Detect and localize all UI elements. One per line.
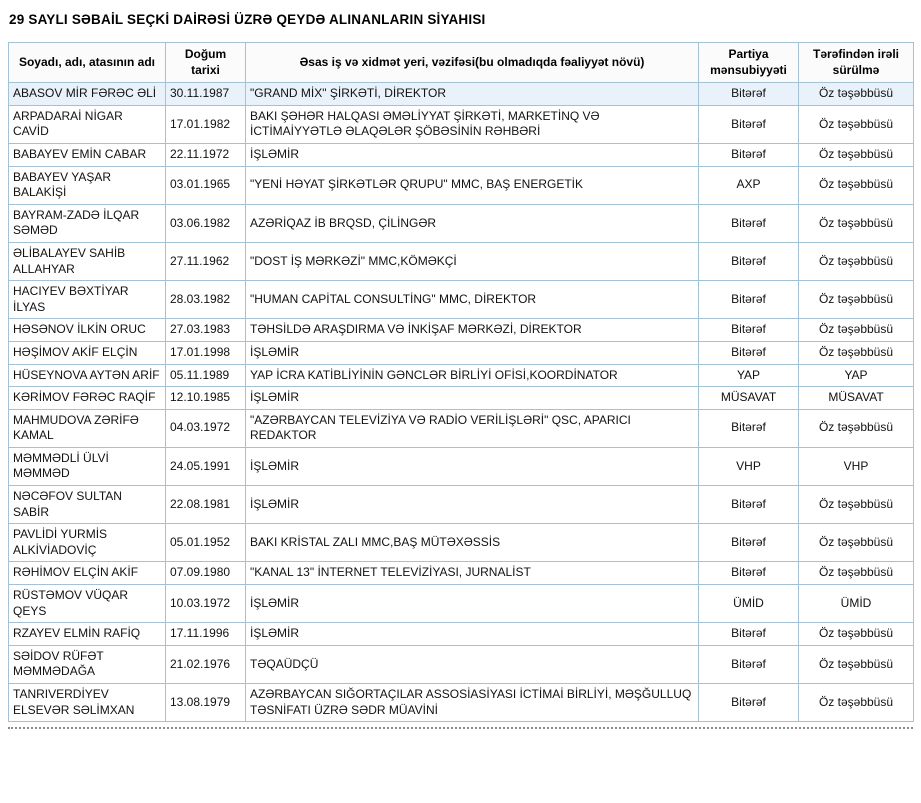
cell-party: Bitərəf — [699, 143, 799, 166]
cell-name: RÜSTƏMOV VÜQAR QEYS — [9, 585, 166, 623]
cell-birth-date: 24.05.1991 — [166, 447, 246, 485]
cell-name: BABAYEV YAŞAR BALAKİŞİ — [9, 166, 166, 204]
cell-nominated-by: Öz təşəbbüsü — [799, 524, 914, 562]
page-title: 29 SAYLI SƏBAİL SEÇKİ DAİRƏSİ ÜZRƏ QEYDƏ ALINANLARIN SİYAHISI — [9, 12, 486, 27]
cell-nominated-by: Öz təşəbbüsü — [799, 242, 914, 280]
cell-party: Bitərəf — [699, 83, 799, 106]
cell-name: HƏŞİMOV AKİF ELÇİN — [9, 341, 166, 364]
cell-nominated-by: Öz təşəbbüsü — [799, 319, 914, 342]
cell-workplace: İŞLƏMİR — [246, 143, 699, 166]
cell-name: TANRIVERDİYEV ELSEVƏR SƏLİMXAN — [9, 684, 166, 722]
cell-birth-date: 22.08.1981 — [166, 486, 246, 524]
table-row — [9, 242, 914, 280]
cell-birth-date: 07.09.1980 — [166, 562, 246, 585]
table-row — [9, 684, 914, 722]
cell-workplace: İŞLƏMİR — [246, 585, 699, 623]
cell-party: ÜMİD — [699, 585, 799, 623]
table-row — [9, 562, 914, 585]
cell-workplace: "GRAND MİX" ŞİRKƏTİ, DİREKTOR — [246, 83, 699, 106]
cell-party: Bitərəf — [699, 524, 799, 562]
cell-workplace: BAKI ŞƏHƏR HALQASI ƏMƏLİYYAT ŞİRKƏTİ, MARKETİNQ VƏ İCTİMAİYYƏTLƏ ƏLAQƏLƏR ŞÖBƏSİNİN RƏHBƏRİ — [246, 105, 699, 143]
cell-birth-date: 27.11.1962 — [166, 242, 246, 280]
cell-workplace: İŞLƏMİR — [246, 486, 699, 524]
cell-workplace: İŞLƏMİR — [246, 387, 699, 410]
cell-name: HƏSƏNOV İLKİN ORUC — [9, 319, 166, 342]
cell-nominated-by: Öz təşəbbüsü — [799, 105, 914, 143]
cell-birth-date: 13.08.1979 — [166, 684, 246, 722]
cell-name: BABAYEV EMİN CABAR — [9, 143, 166, 166]
cell-name: RƏHİMOV ELÇİN AKİF — [9, 562, 166, 585]
cell-name: MƏMMƏDLİ ÜLVİ MƏMMƏD — [9, 447, 166, 485]
cell-nominated-by: Öz təşəbbüsü — [799, 143, 914, 166]
cell-workplace: "KANAL 13" İNTERNET TELEVİZİYASI, JURNALİST — [246, 562, 699, 585]
table-row — [9, 486, 914, 524]
registrants-table — [8, 42, 914, 722]
cell-nominated-by: ÜMİD — [799, 585, 914, 623]
table-header — [9, 43, 914, 83]
cell-workplace: TƏQAÜDÇÜ — [246, 645, 699, 683]
cell-nominated-by: Öz təşəbbüsü — [799, 204, 914, 242]
table-row — [9, 105, 914, 143]
header-name: Soyadı, adı, atasının adı — [9, 43, 166, 83]
cell-nominated-by: VHP — [799, 447, 914, 485]
cell-party: Bitərəf — [699, 204, 799, 242]
header-workplace: Əsas iş və xidmət yeri, vəzifəsi(bu olmadıqda fəaliyyət növü) — [246, 43, 699, 83]
cell-name: KƏRİMOV FƏRƏC RAQİF — [9, 387, 166, 410]
cell-party: Bitərəf — [699, 281, 799, 319]
table-row — [9, 409, 914, 447]
table-row — [9, 281, 914, 319]
cell-birth-date: 21.02.1976 — [166, 645, 246, 683]
cell-nominated-by: Öz təşəbbüsü — [799, 486, 914, 524]
cell-nominated-by: Öz təşəbbüsü — [799, 83, 914, 106]
cell-birth-date: 10.03.1972 — [166, 585, 246, 623]
cell-workplace: BAKI KRİSTAL ZALI MMC,BAŞ MÜTƏXƏSSİS — [246, 524, 699, 562]
cell-birth-date: 17.01.1998 — [166, 341, 246, 364]
cell-name: ARPADARAİ NİGAR CAVİD — [9, 105, 166, 143]
cell-birth-date: 27.03.1983 — [166, 319, 246, 342]
cell-birth-date: 28.03.1982 — [166, 281, 246, 319]
cell-birth-date: 03.01.1965 — [166, 166, 246, 204]
cell-nominated-by: Öz təşəbbüsü — [799, 341, 914, 364]
table-row — [9, 524, 914, 562]
table-row — [9, 83, 914, 106]
cell-nominated-by: Öz təşəbbüsü — [799, 645, 914, 683]
cell-nominated-by: Öz təşəbbüsü — [799, 684, 914, 722]
table-row — [9, 387, 914, 410]
cell-workplace: TƏHSİLDƏ ARAŞDIRMA VƏ İNKİŞAF MƏRKƏZİ, DİREKTOR — [246, 319, 699, 342]
cell-party: MÜSAVAT — [699, 387, 799, 410]
cell-name: HÜSEYNOVA AYTƏN ARİF — [9, 364, 166, 387]
bottom-dotted-divider — [8, 727, 913, 729]
table-row — [9, 204, 914, 242]
header-row — [9, 43, 914, 83]
cell-party: Bitərəf — [699, 684, 799, 722]
cell-nominated-by: MÜSAVAT — [799, 387, 914, 410]
cell-workplace: AZƏRİQAZ İB BRQSD, ÇİLİNGƏR — [246, 204, 699, 242]
cell-birth-date: 05.01.1952 — [166, 524, 246, 562]
cell-birth-date: 22.11.1972 — [166, 143, 246, 166]
cell-workplace: İŞLƏMİR — [246, 341, 699, 364]
cell-party: YAP — [699, 364, 799, 387]
cell-party: AXP — [699, 166, 799, 204]
header-party: Partiya mənsubiyyəti — [699, 43, 799, 83]
cell-party: Bitərəf — [699, 105, 799, 143]
cell-workplace: "DOST İŞ MƏRKƏZİ" MMC,KÖMƏKÇİ — [246, 242, 699, 280]
cell-name: SƏİDOV RÜFƏT MƏMMƏDAĞA — [9, 645, 166, 683]
cell-workplace: YAP İCRA KATİBLİYİNİN GƏNCLƏR BİRLİYİ OFİSİ,KOORDİNATOR — [246, 364, 699, 387]
table-row — [9, 585, 914, 623]
header-birth-date: Doğum tarixi — [166, 43, 246, 83]
table-row — [9, 623, 914, 646]
cell-party: Bitərəf — [699, 341, 799, 364]
cell-party: Bitərəf — [699, 562, 799, 585]
cell-birth-date: 17.11.1996 — [166, 623, 246, 646]
cell-party: Bitərəf — [699, 486, 799, 524]
cell-birth-date: 30.11.1987 — [166, 83, 246, 106]
cell-birth-date: 12.10.1985 — [166, 387, 246, 410]
cell-name: RZAYEV ELMİN RAFİQ — [9, 623, 166, 646]
table-row — [9, 447, 914, 485]
cell-nominated-by: Öz təşəbbüsü — [799, 281, 914, 319]
cell-workplace: "YENİ HƏYAT ŞİRKƏTLƏR QRUPU" MMC, BAŞ ENERGETİK — [246, 166, 699, 204]
cell-party: VHP — [699, 447, 799, 485]
cell-party: Bitərəf — [699, 242, 799, 280]
cell-workplace: "HUMAN CAPİTAL CONSULTİNG" MMC, DİREKTOR — [246, 281, 699, 319]
cell-birth-date: 03.06.1982 — [166, 204, 246, 242]
cell-name: ABASOV MİR FƏRƏC ƏLİ — [9, 83, 166, 106]
cell-workplace: İŞLƏMİR — [246, 447, 699, 485]
cell-party: Bitərəf — [699, 319, 799, 342]
cell-workplace: "AZƏRBAYCAN TELEVİZİYA VƏ RADİO VERİLİŞLƏRİ" QSC, APARICI REDAKTOR — [246, 409, 699, 447]
cell-name: HACIYEV BƏXTİYAR İLYAS — [9, 281, 166, 319]
table-row — [9, 341, 914, 364]
table-row — [9, 645, 914, 683]
cell-name: NƏCƏFOV SULTAN SABİR — [9, 486, 166, 524]
cell-nominated-by: Öz təşəbbüsü — [799, 623, 914, 646]
cell-birth-date: 04.03.1972 — [166, 409, 246, 447]
cell-nominated-by: YAP — [799, 364, 914, 387]
table-row — [9, 143, 914, 166]
cell-party: Bitərəf — [699, 623, 799, 646]
table-row — [9, 166, 914, 204]
cell-party: Bitərəf — [699, 645, 799, 683]
cell-name: PAVLİDİ YURMİS ALKİVİADOVİÇ — [9, 524, 166, 562]
table-row — [9, 319, 914, 342]
cell-name: BAYRAM-ZADƏ İLQAR SƏMƏD — [9, 204, 166, 242]
cell-party: Bitərəf — [699, 409, 799, 447]
cell-nominated-by: Öz təşəbbüsü — [799, 562, 914, 585]
cell-birth-date: 05.11.1989 — [166, 364, 246, 387]
cell-name: MAHMUDOVA ZƏRİFƏ KAMAL — [9, 409, 166, 447]
header-nominated-by: Tərəfindən irəli sürülmə — [799, 43, 914, 83]
table-row — [9, 364, 914, 387]
registrants-table-body — [9, 83, 914, 722]
cell-nominated-by: Öz təşəbbüsü — [799, 409, 914, 447]
cell-workplace: AZƏRBAYCAN SIĞORTAÇILAR ASSOSİASİYASI İCTİMAİ BİRLİYİ, MƏŞĞULLUQ TƏSNİFATI ÜZRƏ SƏDR MÜAVİNİ — [246, 684, 699, 722]
cell-birth-date: 17.01.1982 — [166, 105, 246, 143]
cell-workplace: İŞLƏMİR — [246, 623, 699, 646]
cell-name: ƏLİBALAYEV SAHİB ALLAHYAR — [9, 242, 166, 280]
cell-nominated-by: Öz təşəbbüsü — [799, 166, 914, 204]
